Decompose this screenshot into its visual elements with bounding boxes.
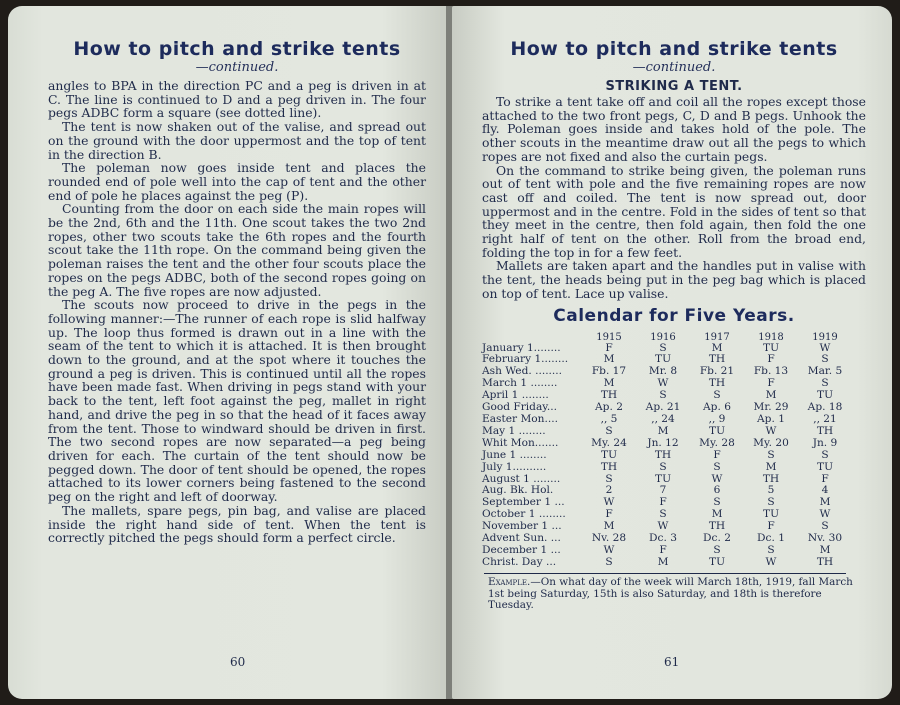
calendar-cell: S (821, 377, 829, 390)
calendar-cell: My. 24 (591, 436, 627, 449)
calendar-cell: M (657, 555, 669, 568)
page-number: 60 (230, 655, 246, 669)
calendar-cell: Fb. 17 (591, 365, 627, 378)
calendar-cell: Nv. 28 (591, 532, 627, 545)
calendar-cell: Ap. 21 (645, 401, 681, 414)
calendar-cell: TU (817, 389, 833, 402)
calendar-cell: S (659, 508, 667, 521)
paragraph: angles to BPA in the direction PC and a peg is driven in at C. The line is continued to D and a peg driven in. The four pegs ADBC form a square (see dotted line). (48, 78, 426, 121)
calendar-cell: M (657, 424, 669, 437)
calendar-cell: Mar. 5 (807, 365, 843, 378)
calendar-cell: M (603, 520, 615, 533)
calendar-cell: S (713, 389, 721, 402)
calendar-cell: S (767, 543, 775, 556)
paragraph: To strike a tent take off and coil all the ropes except those attached to the two front pegs, C, D and B pegs. Unhook the fly. Poleman goes inside and takes hold of the pole. The other scouts in the meantime draw out all the pegs to which ropes are not fixed and also the curtain pegs. (482, 94, 866, 164)
calendar-row-label: August 1 ........ (482, 472, 561, 485)
calendar-cell: TU (601, 448, 617, 461)
calendar-cell: M (603, 353, 615, 366)
example-note (482, 577, 866, 612)
calendar-cell: 2 (605, 484, 613, 497)
calendar-cell: ,, 5 (600, 412, 618, 425)
calendar-cell: 7 (659, 484, 667, 497)
calendar-row (482, 450, 852, 462)
paragraph: The mallets, spare pegs, pin bag, and valise are placed inside the right hand side of tent. When the tent is correctly pitched the pegs should form a perfect circle. (48, 502, 426, 546)
page-title: How to pitch and strike tents (73, 38, 401, 60)
calendar-cell: F (767, 377, 775, 390)
calendar-row-label: September 1 ... (482, 496, 565, 509)
calendar-cell: TU (763, 508, 779, 521)
calendar-row-label: Christ. Day ... (482, 555, 557, 568)
calendar-cell: My. 20 (753, 436, 789, 449)
calendar-cell: F (659, 496, 667, 509)
calendar-cell: TU (763, 341, 779, 354)
calendar-row-label: Easter Mon.... (482, 412, 558, 425)
left-page (8, 6, 448, 699)
calendar-cell: W (819, 341, 831, 354)
calendar-cell: TH (816, 424, 834, 437)
calendar-cell: M (765, 389, 777, 402)
example-text: —On what day of the week will March 18th, 1919, fall March 1st being Saturday, 15th is also Saturday, and 18th is therefore Tuesday. (488, 575, 853, 612)
calendar-cell: Fb. 13 (753, 365, 789, 378)
calendar-cell: TU (655, 472, 671, 485)
calendar-cell: S (821, 353, 829, 366)
calendar-cell: Ap. 18 (807, 401, 843, 414)
calendar-cell: TH (654, 448, 672, 461)
continued-label: —continued. (195, 60, 279, 75)
calendar-row (482, 557, 852, 569)
calendar-cell: S (713, 543, 721, 556)
calendar-cell: M (819, 543, 831, 556)
calendar-cell: W (765, 555, 777, 568)
calendar-cell: TH (816, 555, 834, 568)
calendar-cell: S (767, 448, 775, 461)
calendar-cell: Jn. 12 (647, 436, 679, 449)
example-label: Example. (488, 575, 531, 588)
calendar-row-label: February 1........ (482, 353, 569, 366)
calendar-row-label: May 1 ........ (482, 424, 546, 437)
calendar-cell: S (659, 389, 667, 402)
calendar-cell: Dc. 3 (649, 532, 677, 545)
calendar-row (482, 426, 852, 438)
calendar-cell: TH (708, 353, 726, 366)
right-page-body (482, 95, 866, 301)
calendar-cell: ,, 24 (651, 412, 675, 425)
calendar-row-label: June 1 ........ (482, 448, 547, 461)
calendar-row-label: December 1 ... (482, 543, 561, 556)
calendar-row-label: January 1........ (482, 341, 561, 354)
calendar-cell: Dc. 2 (703, 532, 731, 545)
year-header: 1919 (812, 331, 838, 343)
paragraph: Mallets are taken apart and the handles put in valise with the tent, the heads being put in the peg bag which is placed on top of tent. Lace up valise. (482, 258, 866, 301)
calendar-cell: TU (709, 424, 725, 437)
year-header: 1915 (596, 331, 622, 343)
calendar-cell: TU (817, 460, 833, 473)
calendar-cell: 4 (821, 484, 829, 497)
page-number: 61 (664, 655, 680, 669)
calendar-row-label: March 1 ........ (482, 377, 558, 390)
year-header: 1916 (650, 331, 676, 343)
calendar-cell: F (605, 341, 613, 354)
calendar-cell: M (711, 508, 723, 521)
continued-label: —continued. (632, 60, 716, 75)
calendar-cell: W (657, 520, 669, 533)
calendar-cell: 6 (713, 484, 721, 497)
calendar-cell: W (603, 496, 615, 509)
calendar-row-label: Whit Mon....... (482, 436, 559, 449)
calendar-cell: TU (709, 555, 725, 568)
calendar-row-label: Ash Wed. ........ (482, 365, 563, 378)
calendar-cell: S (605, 424, 613, 437)
calendar-cell: TH (708, 520, 726, 533)
calendar-title: Calendar for Five Years. (553, 305, 795, 326)
calendar-cell: S (605, 555, 613, 568)
calendar-cell: S (767, 496, 775, 509)
calendar-cell: M (819, 496, 831, 509)
calendar-cell: F (821, 472, 829, 485)
calendar-cell: F (605, 508, 613, 521)
calendar-row-label: Advent Sun. ... (482, 532, 561, 545)
calendar-cell: F (767, 353, 775, 366)
calendar-cell: Ap. 6 (703, 401, 731, 414)
paragraph: The tent is now shaken out of the valise, and spread out on the ground with the door uppermost and the top of tent in the direction B. (48, 119, 426, 162)
calendar-row-label: Good Friday... (482, 401, 557, 414)
year-header: 1917 (704, 331, 730, 343)
calendar-cell: Mr. 8 (648, 365, 678, 378)
calendar-cell: W (711, 472, 723, 485)
calendar-row-label: July 1.......... (482, 460, 547, 473)
calendar-cell: Dc. 1 (757, 532, 785, 545)
calendar-row-label: October 1 ........ (482, 508, 566, 521)
calendar-cell: S (713, 496, 721, 509)
calendar-cell: F (659, 543, 667, 556)
page-title: How to pitch and strike tents (510, 38, 838, 60)
calendar-cell: Fb. 21 (699, 365, 735, 378)
calendar-cell: S (659, 460, 667, 473)
book-spread (8, 6, 892, 699)
calendar-row-label: April 1 ........ (482, 389, 549, 402)
paragraph: The poleman now goes inside tent and places the rounded end of pole well into the cap of tent and the other end of pole he places against the peg (P). (48, 160, 426, 203)
calendar-cell: F (713, 448, 721, 461)
calendar-cell: Jn. 9 (812, 436, 838, 449)
calendar-cell: Ap. 1 (757, 412, 785, 425)
paragraph: The scouts now proceed to drive in the pegs in the following manner:—The runner of each rope is slid halfway up. The loop thus formed is drawn out in a line with the seam of the tent to which it is attached. It is then brought down to the ground, and at the spot where it touches the ground a peg is driven. This is continued until all the ropes have been made fast. When driving in pegs stand with your back to the tent, left foot against the peg, mallet in right hand, and drive the peg in so that the head of it faces away from the tent. Those to windward should be driven in first. The two second ropes are now separated—a peg being driven for each. The curtain of the tent should now be pegged down. The door of tent should be opened, the ropes attached to its lower corners being fastened to the second peg on the right and left of doorway. (48, 297, 426, 505)
paragraph: On the command to strike being given, the poleman runs out of tent with pole and the five remaining ropes are now cast off and coiled. The tent is now spread out, door uppermost and in the centre. Fold in the sides of tent so that they meet in the centre, then fold again, then fold the one right half of tent on the other. Roll from the broad end, folding the top in for a few feet. (482, 162, 866, 260)
calendar-cell: TU (655, 353, 671, 366)
calendar-row (482, 438, 852, 450)
calendar-cell: W (765, 424, 777, 437)
calendar-cell: TH (600, 389, 618, 402)
paragraph: Counting from the door on each side the main ropes will be the 2nd, 6th and the 11th. One scout takes the two 2nd ropes, other two scouts take the 6th ropes and the fourth scout take the 11th rope. On the command being given the poleman raises the tent and the other four scouts place the ropes on the pegs ADBC, both of the second ropes going on the peg A. The five ropes are now adjusted. (48, 201, 426, 299)
calendar-cell: S (713, 460, 721, 473)
calendar-cell: S (821, 520, 829, 533)
calendar-cell: S (821, 448, 829, 461)
calendar-cell: M (765, 460, 777, 473)
calendar-corner (482, 332, 582, 343)
calendar-cell: TH (600, 460, 618, 473)
calendar-table (482, 332, 852, 569)
calendar-cell: S (659, 341, 667, 354)
right-page (452, 6, 892, 699)
calendar-cell: My. 28 (699, 436, 735, 449)
calendar-cell: F (767, 520, 775, 533)
calendar-cell: TH (762, 472, 780, 485)
calendar-row (482, 462, 852, 474)
calendar-cell: W (603, 543, 615, 556)
calendar-cell: S (605, 472, 613, 485)
calendar-cell: M (711, 341, 723, 354)
calendar-cell: Ap. 2 (595, 401, 623, 414)
calendar-cell: 5 (767, 484, 775, 497)
calendar-cell: W (819, 508, 831, 521)
calendar-cell: TH (708, 377, 726, 390)
calendar-cell: W (657, 377, 669, 390)
calendar-cell: ,, 21 (813, 412, 837, 425)
calendar-cell: Nv. 30 (807, 532, 843, 545)
divider (484, 573, 846, 574)
calendar-cell: Mr. 29 (753, 401, 789, 414)
calendar-row-label: Aug. Bk. Hol. (482, 484, 554, 497)
calendar-cell: ,, 9 (708, 412, 726, 425)
left-page-body (48, 79, 426, 545)
year-header: 1918 (758, 331, 784, 343)
calendar-header-row (482, 332, 852, 343)
section-heading: STRIKING A TENT. (605, 79, 743, 94)
calendar-row-label: November 1 ... (482, 520, 562, 533)
calendar-cell: M (603, 377, 615, 390)
